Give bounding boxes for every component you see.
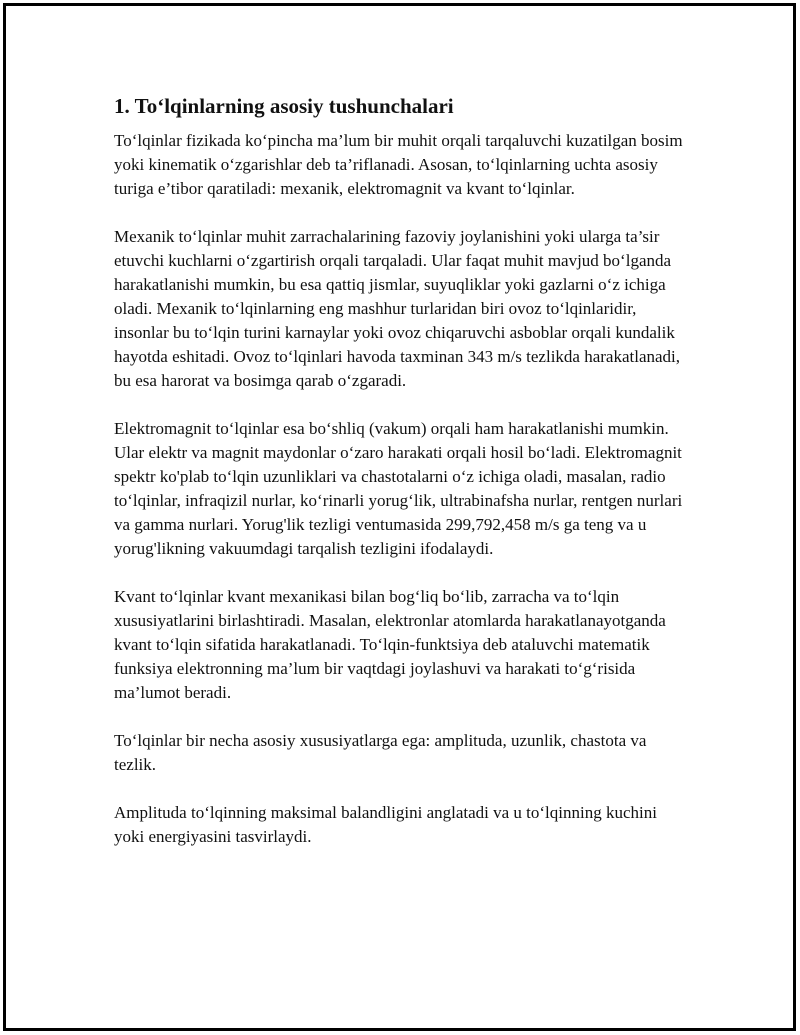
paragraph-electromagnetic-waves: Elektromagnit to‘lqinlar esa bo‘shliq (vakum) orqali ham harakatlanishi mumkin. Ular elektr va magnit maydonlar o‘zaro harakati orqali hosil bo‘ladi. Elektromagnit spektr ko'plab to‘lqin uzunliklari va chastotalarni o‘z ichiga oladi, masalan, radio to‘lqinlar, infraqizil nurlar, ko‘rinarli yorug‘lik, ultrabinafsha nurlar, rentgen nurlari va gamma nurlari. Yorug'lik tezligi ventumasida 299,792,458 m/s ga teng va u yorug'likning vakuumdagi tarqalish tezligini ifodalaydi. [114, 419, 683, 558]
document-body [114, 93, 686, 873]
paragraph-mechanical-waves: Mexanik to‘lqinlar muhit zarrachalarining fazoviy joylanishini yoki ularga ta’sir etuvchi kuchlarni o‘zgartirish orqali tarqaladi. Ular faqat muhit mavjud bo‘lganda harakatlanishi mumkin, bu esa qattiq jismlar, suyuqliklar yoki gazlarni o‘z ichiga oladi. Mexanik to‘lqinlarning eng mashhur turlaridan biri ovoz to‘lqinlaridir, insonlar bu to‘lqin turini karnaylar yoki ovoz chiqaruvchi asboblar orqali kundalik hayotda eshitadi. Ovoz to‘lqinlari havoda taxminan 343 m/s tezlikda harakatlanadi, bu esa harorat va bosimga qarab o‘zgaradi. [114, 227, 681, 390]
paragraph-wave-properties: To‘lqinlar bir necha asosiy xususiyatlarga ega: amplituda, uzunlik, chastota va tezlik. [114, 731, 647, 774]
section-title: 1. To‘lqinlarning asosiy tushunchalari [114, 94, 454, 118]
paragraph-amplitude: Amplituda to‘lqinning maksimal balandligini anglatadi va u to‘lqinning kuchini yoki energiyasini tasvirlaydi. [114, 803, 657, 846]
paragraph-quantum-waves: Kvant to‘lqinlar kvant mexanikasi bilan bog‘liq bo‘lib, zarracha va to‘lqin xususiyatlarini birlashtiradi. Masalan, elektronlar atomlarda harakatlanayotganda kvant to‘lqin sifatida harakatlanadi. To‘lqin-funktsiya deb ataluvchi matematik funksiya elektronning ma’lum bir vaqtdagi joylashuvi va harakati to‘g‘risida ma’lumot beradi. [114, 587, 666, 702]
paragraph-intro: To‘lqinlar fizikada ko‘pincha ma’lum bir muhit orqali tarqaluvchi kuzatilgan bosim yoki kinematik o‘zgarishlar deb ta’riflanadi. Asosan, to‘lqinlarning uchta asosiy turiga e’tibor qaratiladi: mexanik, elektromagnit va kvant to‘lqinlar. [114, 131, 683, 198]
